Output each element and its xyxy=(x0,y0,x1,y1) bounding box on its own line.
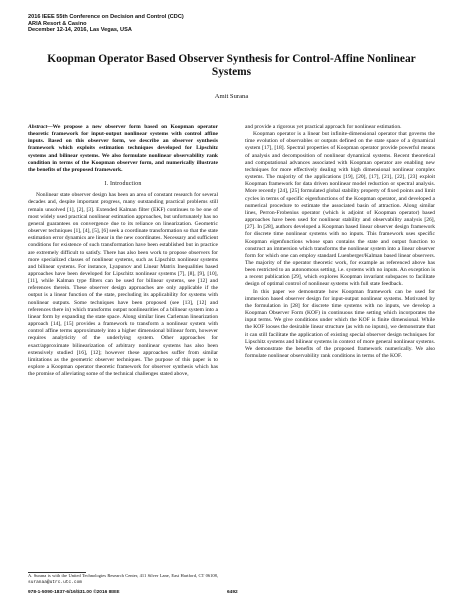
page-number: 6492 xyxy=(227,590,238,595)
conference-header xyxy=(28,14,184,34)
conference-line-1: 2016 IEEE 55th Conference on Decision and Control (CDC) xyxy=(28,14,184,20)
abstract-lead: Abstract xyxy=(28,124,48,130)
paper-title: Koopman Operator Based Observer Synthesis for Control-Affine Nonlinear Systems xyxy=(47,53,416,79)
footnote xyxy=(28,573,218,585)
intro-paragraph-2: Koopman operator is a linear but infinite-dimensional operator that governs the time evolution of observables or outputs defined on the state space of a dynamical system [17], [18]. Spectral properties of Koopman operator provide powerful means of analysis and decomposition of nonlinear dynamical systems. Recent theoretical and computational advances associated with Koopman operator are enabling new techniques for more effectively dealing with high dimensional nonlinear complex systems. The majority of the applications [19], [20], [17], [21], [22], [23] exploit Koopman framework for data driven nonlinear model reduction or spectral analysis. More recently [24], [25] formulated global stability property of fixed points and limit cycles in terms of specific eigenfunctions of the Koopman operator, and developed a numerical procedure to estimate the associated basin of attraction. Along similar lines, Perron-Frobenius operator (which is adjoint of Koopman operator) based approaches have been used for nonlinear stability and observability analysis [26], [27]. In [28], authors developed a Koopman based linear observer design framework for discrete time nonlinear systems with no inputs. This framework uses specific Koopman eigenfunctions whose span contains the state and output function to construct an immersion which transforms the nonlinear system into a linear observer form for which one can employ standard Luenberger/Kalman based linear observers. The majority of the operator theoretic work, for example as referenced above has been restricted to an autonomous setting, i.e. systems with no inputs. An exception is a recent publication [29], which explores Koopman invariant subspaces to facilitate design of optimal control of nonlinear systems with full state feedback. xyxy=(245,131,435,288)
footnote-text: A. Surana is with the United Technologies Research Center, 411 Silver Lane, East Hartford, CT 06108, xyxy=(28,573,218,578)
paper-author: Amit Surana xyxy=(214,93,249,100)
abstract xyxy=(28,124,218,174)
intro-paragraph-3: In this paper we demonstrate how Koopman framework can be used for immersion based observer design for input-output nonlinear systems. Motivated by the formulation in [28] for discrete time systems with no inputs, we develop a Koopman Observer Form (KOF) in continuous time setting which incorporates the input terms. We give conditions under which the KOF is finite dimensional. While the KOF looses the desirable linear structure (as with no inputs), we demonstrate that it can still facilitate the application of existing special observer design techniques for Lipschitz systems and bilinear systems in context of more general nonlinear systems. We demonstrate the benefits of the proposed framework numerically. We also formulate nonlinear observability rank conditions in terms of the KOF. xyxy=(245,288,435,359)
abstract-text: —We propose a new observer form based on Koopman operator theoretic framework for input-output nonlinear systems with control affine inputs. Based on this observer form, we describe an observer synthesis framework which exploits estimation techniques developed for Lipschitz systems and bilinear systems. We also formulate nonlinear observability rank condition in terms of the Koopman observer form, and numerically illustrate the benefits of the proposed framework. xyxy=(28,124,218,173)
section-heading: I. Introduction xyxy=(104,181,142,188)
intro-paragraph-1: Nonlinear state observer design has been an area of constant research for several decades and, despite important progress, many outstanding practical problems still remain unsolved [1], [2], [3]. Extended Kalman filter (EKF) continues to be one of most widely used practical nonlinear estimation approaches, but unfortunately has no general guarantees on convergence due to its reliance on linearization. Geometric observer techniques [1], [4], [5], [6] seek a coordinate transformation so that the state estimation error dynamics are linear in the new coordinates. Necessary and sufficient conditions for existence of such transformation have been established but in practice are extremely difficult to satisfy. There has also been work to propose observers for more specialized classes of nonlinear systems, such as Lipschitz nonlinear systems and bilinear systems. For instance, Lyapunov and Linear Matrix Inequalities based approaches have been developed for Lipschitz nonlinear systems [7], [8], [9], [10], [11], while Kalman type filters can be used for bilinear systems, see [12] and references therein. These observer design approaches are only applicable if the output is a linear function of the state, precluding its applicability for systems with nonlinear outputs. Some techniques have been proposed (see [13], [12] and references there in) which transforms output nonlinearities of a bilinear system into a linear form by expanding the state space. Along similar lines Carleman linearization approach [14], [15] provides a framework to transform a nonlinear system with control affine terms approximately into a higher dimensional bilinear form, however requires analyticity of the underlying system. Other approaches for exact/approximate bilinearization of arbitrary nonlinear systems has also been extensively studied [16], [12]; however these approaches suffer from similar limitations as the geometric observer techniques. The purpose of this paper is to explore a Koopman operator theoretic framework for observer synthesis which has the promise of alleviating some of the technical challenges stated above, xyxy=(28,192,218,378)
right-column xyxy=(245,124,435,360)
intro-paragraph-1-continued: and provide a rigorous yet practical approach for nonlinear estimation. xyxy=(245,124,402,130)
copyright-line: 978-1-5090-1837-6/16/$31.00 ©2016 IEEE xyxy=(28,590,120,595)
conference-line-2: ARIA Resort & Casino xyxy=(28,20,87,27)
footnote-email: suranaa@utrc.utc.com xyxy=(28,579,83,585)
left-column xyxy=(28,124,218,378)
conference-line-3: December 12-14, 2016, Las Vegas, USA xyxy=(28,27,132,34)
